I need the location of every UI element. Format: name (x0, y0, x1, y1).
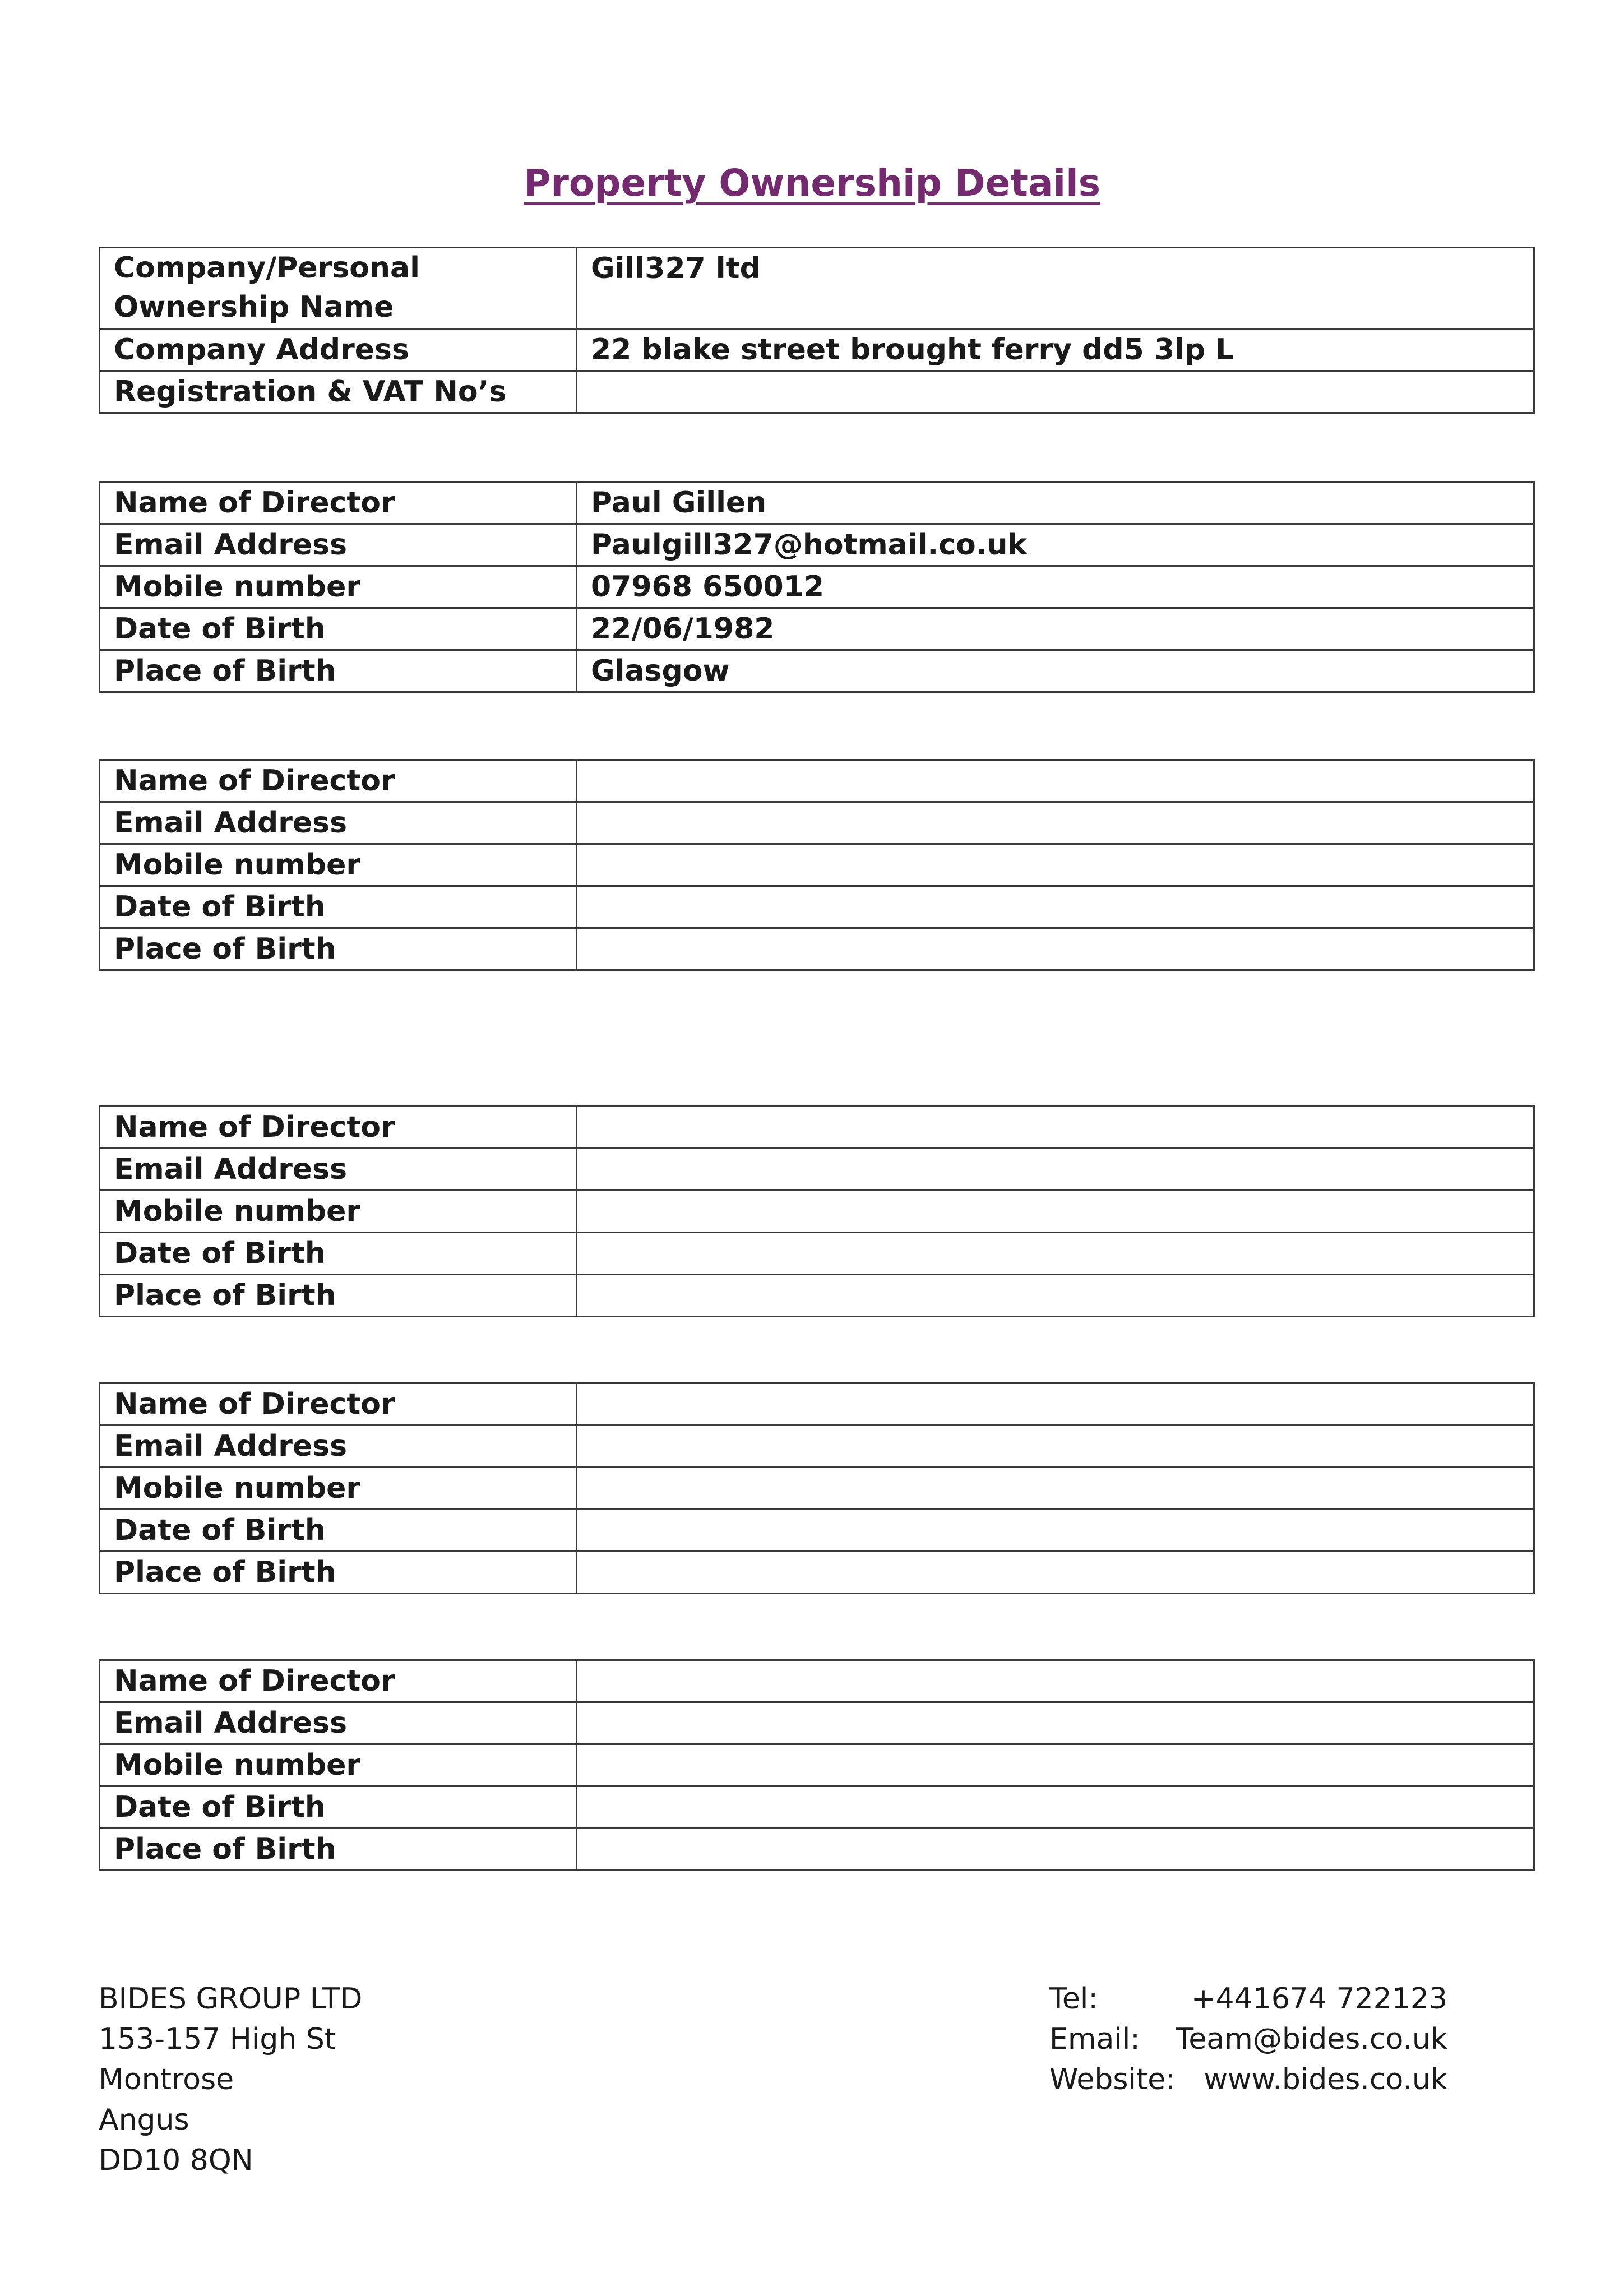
director-email-label: Email Address (100, 1702, 577, 1744)
director-table-1 (99, 481, 1535, 693)
director-pob-field[interactable] (577, 928, 1534, 970)
director-dob-field[interactable] (577, 1510, 1534, 1552)
director-pob-row (100, 1275, 1534, 1317)
director-email-field[interactable] (577, 1425, 1534, 1468)
director-name-row (100, 1383, 1534, 1425)
director-email-row (100, 1425, 1534, 1468)
director-mobile-field[interactable] (577, 1468, 1534, 1510)
director-dob-label: Date of Birth (100, 886, 577, 928)
director-dob-row (100, 1510, 1534, 1552)
director-pob-field[interactable] (577, 1275, 1534, 1317)
director-dob-label: Date of Birth (100, 1786, 577, 1829)
director-name-field[interactable] (577, 1660, 1534, 1702)
director-name-row (100, 1660, 1534, 1702)
company-address-label: Company Address (100, 329, 577, 371)
director-pob-label: Place of Birth (100, 650, 577, 692)
director-email-label: Email Address (100, 802, 577, 844)
director-mobile-row (100, 1468, 1534, 1510)
director-email-field[interactable] (577, 1702, 1534, 1744)
director-dob-field[interactable] (577, 886, 1534, 928)
director-table-4 (99, 1382, 1535, 1594)
director-name-label: Name of Director (100, 760, 577, 802)
ownership-name-label: Company/Personal Ownership Name (100, 248, 577, 329)
director-table-3 (99, 1105, 1535, 1317)
director-email-row (100, 524, 1534, 566)
director-mobile-label: Mobile number (100, 1191, 577, 1233)
ownership-name-row (100, 248, 1534, 329)
director-email-label: Email Address (100, 1149, 577, 1191)
registration-row (100, 371, 1534, 413)
director-name-label: Name of Director (100, 1660, 577, 1702)
director-dob-row (100, 1786, 1534, 1829)
director-pob-row (100, 1552, 1534, 1594)
director-name-label: Name of Director (100, 1383, 577, 1425)
company-address-field[interactable]: 22 blake street brought ferry dd5 3lp L (577, 329, 1534, 371)
director-dob-label: Date of Birth (100, 1233, 577, 1275)
director-pob-row (100, 928, 1534, 970)
director-mobile-label: Mobile number (100, 1744, 577, 1786)
director-email-label: Email Address (100, 1425, 577, 1468)
director-mobile-field[interactable] (577, 844, 1534, 886)
director-pob-field[interactable] (577, 1552, 1534, 1594)
director-email-row (100, 1702, 1534, 1744)
director-dob-row (100, 608, 1534, 650)
director-mobile-field[interactable]: 07968 650012 (577, 566, 1534, 608)
director-name-label: Name of Director (100, 1107, 577, 1149)
director-pob-label: Place of Birth (100, 1552, 577, 1594)
director-email-field[interactable]: Paulgill327@hotmail.co.uk (577, 524, 1534, 566)
director-dob-label: Date of Birth (100, 1510, 577, 1552)
director-mobile-label: Mobile number (100, 844, 577, 886)
director-email-label: Email Address (100, 524, 577, 566)
company-footer-contact (1049, 1979, 1447, 2100)
director-name-row (100, 482, 1534, 524)
director-mobile-label: Mobile number (100, 1468, 577, 1510)
footer-company-name: BIDES GROUP LTD (99, 1982, 363, 2016)
director-mobile-row (100, 1191, 1534, 1233)
company-address-row (100, 329, 1534, 371)
director-email-field[interactable] (577, 1149, 1534, 1191)
director-dob-row (100, 886, 1534, 928)
director-pob-field[interactable] (577, 1829, 1534, 1871)
director-mobile-label: Mobile number (100, 566, 577, 608)
director-table-5 (99, 1659, 1535, 1871)
director-pob-row (100, 650, 1534, 692)
footer-postcode: DD10 8QN (99, 2144, 253, 2177)
footer-town: Montrose (99, 2063, 234, 2096)
director-table-2 (99, 759, 1535, 971)
footer-email-label: Email: (1049, 2022, 1140, 2056)
director-mobile-field[interactable] (577, 1744, 1534, 1786)
director-name-field[interactable] (577, 760, 1534, 802)
footer-county: Angus (99, 2103, 189, 2137)
director-email-field[interactable] (577, 802, 1534, 844)
director-mobile-row (100, 566, 1534, 608)
director-name-label: Name of Director (100, 482, 577, 524)
director-name-row (100, 760, 1534, 802)
director-dob-field[interactable]: 22/06/1982 (577, 608, 1534, 650)
company-details-table (99, 247, 1535, 414)
footer-street: 153-157 High St (99, 2022, 336, 2056)
director-name-field[interactable]: Paul Gillen (577, 482, 1534, 524)
director-email-row (100, 802, 1534, 844)
footer-email-value: Team@bides.co.uk (1176, 2022, 1447, 2056)
director-email-row (100, 1149, 1534, 1191)
director-name-row (100, 1107, 1534, 1149)
director-dob-row (100, 1233, 1534, 1275)
director-name-field[interactable] (577, 1383, 1534, 1425)
director-pob-row (100, 1829, 1534, 1871)
footer-tel-value: +441674 722123 (1191, 1982, 1447, 2016)
page-title: Property Ownership Details (523, 161, 1101, 205)
director-mobile-field[interactable] (577, 1191, 1534, 1233)
footer-email-row (1049, 2019, 1447, 2059)
director-dob-field[interactable] (577, 1786, 1534, 1829)
director-name-field[interactable] (577, 1107, 1534, 1149)
director-mobile-row (100, 844, 1534, 886)
director-dob-field[interactable] (577, 1233, 1534, 1275)
ownership-name-field[interactable]: Gill327 ltd (577, 248, 1534, 329)
director-pob-field[interactable]: Glasgow (577, 650, 1534, 692)
company-footer-address (99, 1979, 362, 2181)
director-pob-label: Place of Birth (100, 1275, 577, 1317)
director-dob-label: Date of Birth (100, 608, 577, 650)
footer-website-label: Website: (1049, 2063, 1176, 2096)
footer-tel-row (1049, 1979, 1447, 2019)
director-pob-label: Place of Birth (100, 928, 577, 970)
director-pob-label: Place of Birth (100, 1829, 577, 1871)
director-mobile-row (100, 1744, 1534, 1786)
registration-field[interactable] (577, 371, 1534, 413)
registration-label: Registration & VAT No’s (100, 371, 577, 413)
footer-website-row (1049, 2059, 1447, 2100)
footer-website-value: www.bides.co.uk (1204, 2063, 1447, 2096)
footer-tel-label: Tel: (1049, 1982, 1098, 2016)
